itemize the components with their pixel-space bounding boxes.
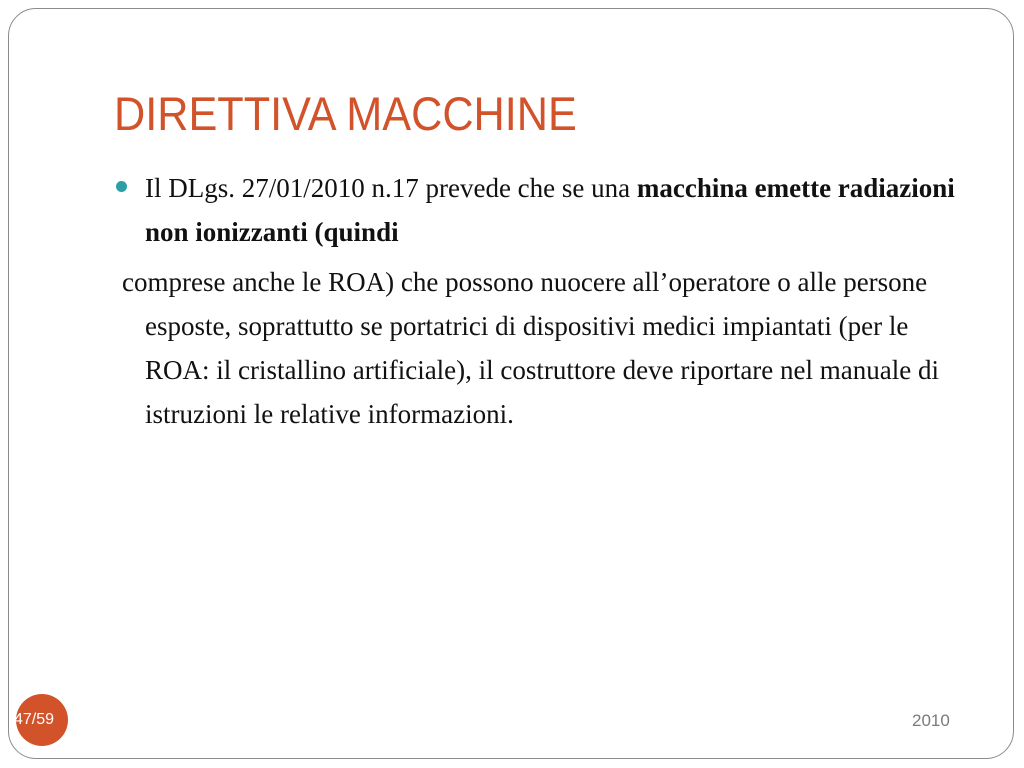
slide-content xyxy=(114,166,964,436)
bullet-dot-icon xyxy=(116,181,127,192)
page-number: 47/59 xyxy=(14,711,55,728)
bullet-text-plain: Il DLgs. 27/01/2010 n.17 prevede che se una xyxy=(145,173,637,203)
bullet-text-bold: macchina emette radiazioni non ionizzanti (quindi xyxy=(145,173,955,247)
continuation-paragraph: comprese anche le ROA) che possono nuocere all’operatore o alle persone esposte, soprattutto se portatrici di dispositivi medici impiantati (per le ROA: il cristallino artificiale), il costruttore deve riportare nel manuale di istruzioni le relative informazioni. xyxy=(122,267,939,429)
footer-year: 2010 xyxy=(912,711,950,730)
slide-title: DIRETTIVA MACCHINE xyxy=(114,87,577,140)
bullet-item xyxy=(114,166,964,254)
